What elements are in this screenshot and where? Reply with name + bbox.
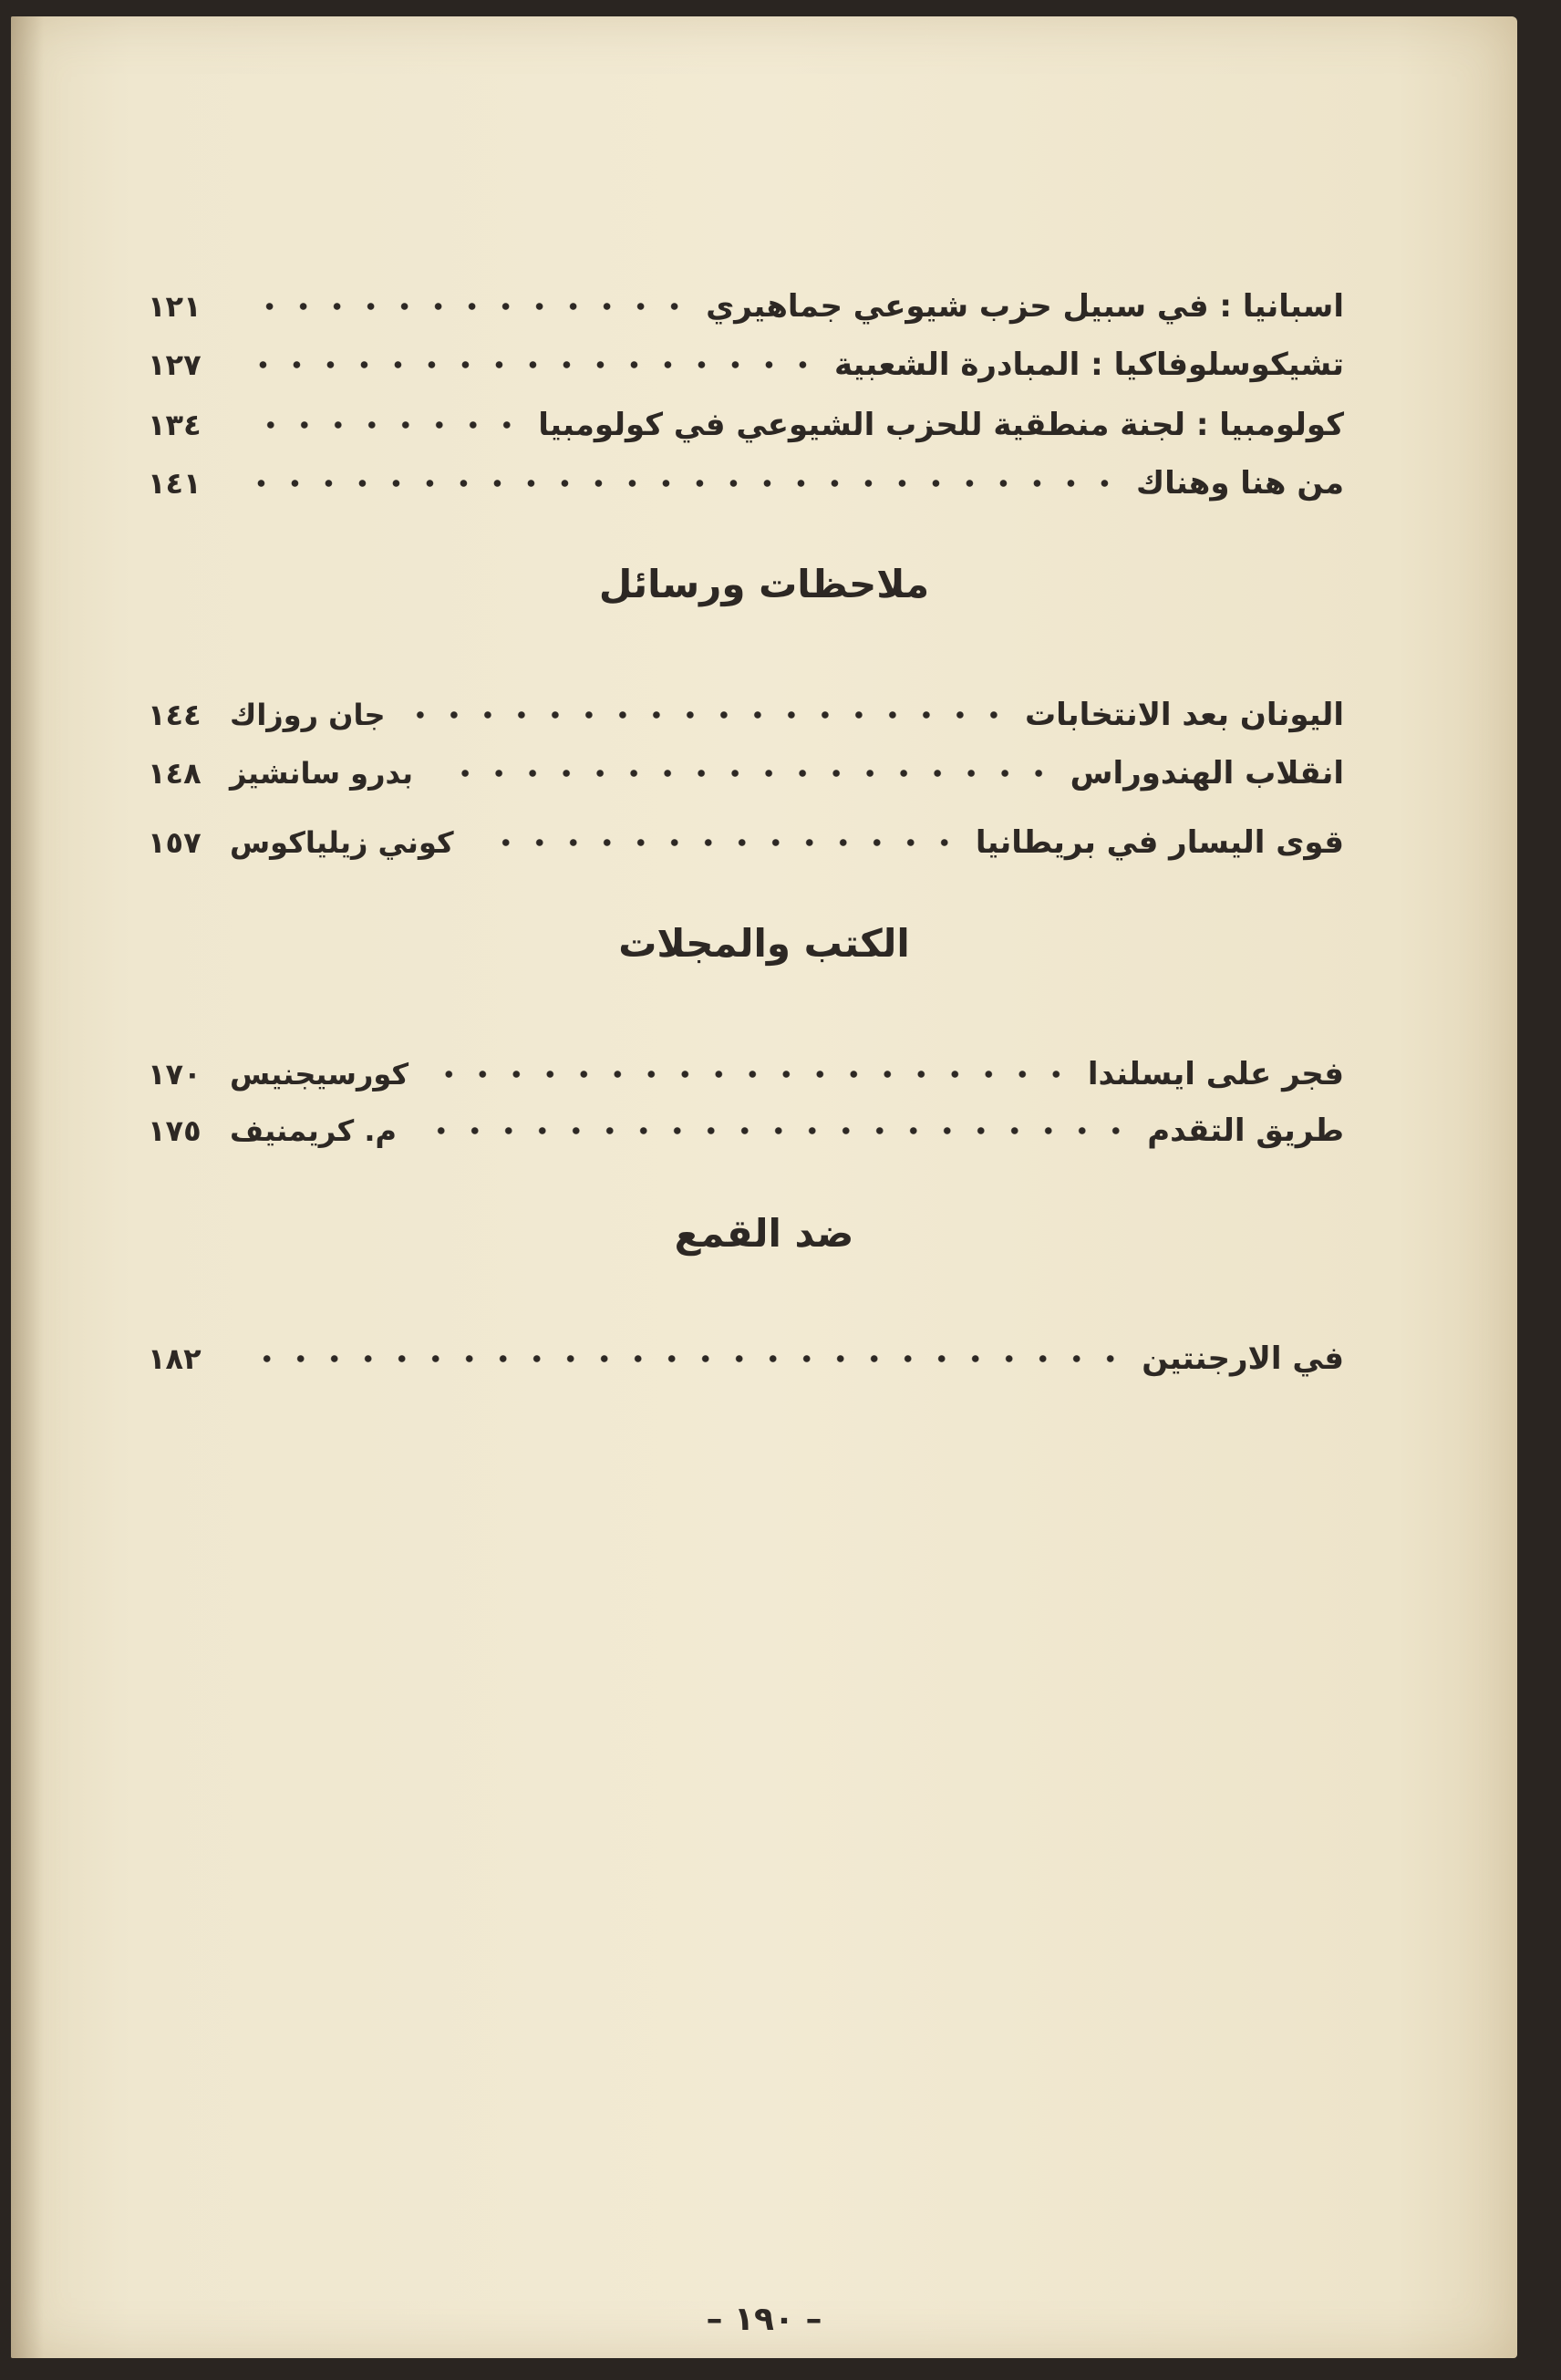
- toc-entry-title: كولومبيا : لجنة منطقية للحزب الشيوعي في كولومبيا: [538, 407, 1344, 443]
- toc-entry-author: كورسيجنيس: [230, 1057, 409, 1092]
- toc-entry-page: ١٤٤: [148, 698, 202, 732]
- dot-leader: [436, 1071, 1073, 1078]
- toc-entry: [148, 456, 1344, 511]
- toc-entry: [148, 398, 1344, 452]
- toc-entry-title: فجر على ايسلندا: [1087, 1056, 1344, 1092]
- toc-entry: [148, 746, 1344, 801]
- dot-leader: [424, 1127, 1132, 1134]
- toc-entry-page: ١٧٠: [148, 1057, 202, 1092]
- dot-leader: [244, 361, 820, 368]
- page-fold-shadow: [11, 16, 44, 2358]
- toc-entry-title: تشيكوسلوفاكيا : المبادرة الشعبية: [833, 347, 1344, 383]
- toc-entry-author: بدرو سانشيز: [230, 756, 413, 791]
- toc-entry-page: ١٧٥: [148, 1113, 202, 1148]
- toc-entry-page: ١٢١: [148, 289, 202, 324]
- dot-leader: [244, 421, 523, 429]
- section-heading: ضد القمع: [674, 1211, 854, 1256]
- toc-entry-title: اسبانيا : في سبيل حزب شيوعي جماهيري: [706, 288, 1344, 325]
- toc-entry-title: انقلاب الهندوراس: [1070, 755, 1344, 792]
- toc-entry-page: ١٤٨: [148, 756, 202, 791]
- toc-entry-page: ١٥٧: [148, 825, 202, 860]
- dot-leader: [244, 303, 691, 310]
- toc-entry-author: جان روزاك: [230, 698, 386, 732]
- toc-entry-author: كوني زيلياكوس: [230, 825, 454, 860]
- dot-leader: [413, 711, 1010, 719]
- toc-entry-title: طريق التقدم: [1147, 1112, 1344, 1149]
- toc-entry-author: م. كريمنيف: [230, 1113, 397, 1148]
- toc-entry-page: ١٤١: [148, 466, 202, 501]
- toc-entry: [148, 688, 1344, 742]
- toc-entry: [148, 1103, 1344, 1158]
- book-page: [11, 16, 1517, 2358]
- dot-leader: [481, 839, 961, 846]
- dot-leader: [244, 1355, 1127, 1362]
- toc-entry-page: ١٨٢: [148, 1341, 202, 1376]
- dot-leader: [440, 770, 1056, 777]
- section-heading: الكتب والمجلات: [618, 921, 910, 966]
- toc-entry-title: قوى اليسار في بريطانيا: [975, 824, 1344, 861]
- toc-entry-title: من هنا وهناك: [1135, 465, 1344, 502]
- dot-leader: [244, 480, 1122, 487]
- toc-entry: [148, 1331, 1344, 1386]
- toc-entry-page: ١٣٤: [148, 408, 202, 442]
- section-heading: ملاحظات ورسائل: [598, 562, 930, 606]
- toc-entry-title: في الارجنتين: [1142, 1340, 1344, 1377]
- toc-entry: [148, 279, 1344, 334]
- toc-entry: [148, 1047, 1344, 1102]
- toc-entry-page: ١٢٧: [148, 347, 202, 382]
- toc-entry: [148, 337, 1344, 392]
- toc-entry-title: اليونان بعد الانتخابات: [1024, 697, 1344, 733]
- page-number: – ١٩٠ –: [706, 2301, 822, 2338]
- toc-entry: [148, 815, 1344, 870]
